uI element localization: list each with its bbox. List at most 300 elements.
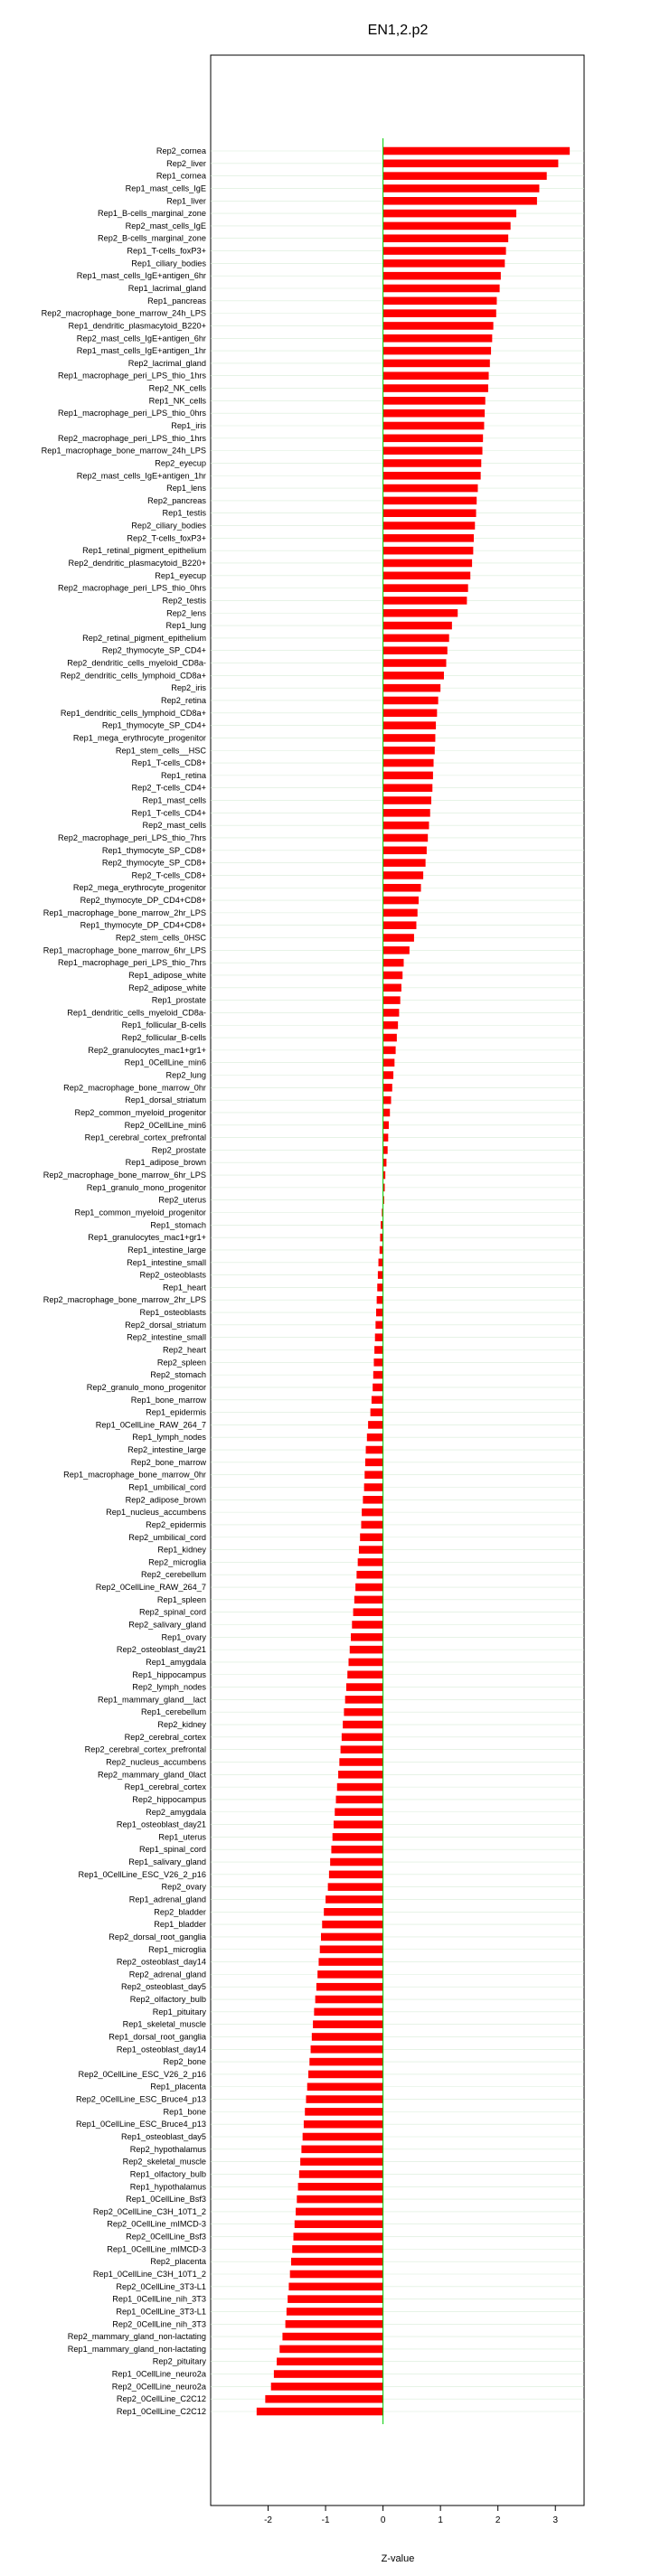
category-label: Rep2_osteoblast_day21 [116,1645,206,1655]
bar [308,2071,383,2079]
bar [383,222,511,230]
bar [383,334,493,343]
category-label: Rep1_dorsal_root_ganglia [108,2032,206,2042]
bar [279,2346,382,2354]
category-label: Rep2_stem_cells_0HSC [115,933,206,943]
bar [383,1034,397,1042]
category-label: Rep1_macrophage_bone_marrow_6hr_LPS [42,945,206,955]
category-label: Rep2_macrophage_bone_marrow_6hr_LPS [42,1170,206,1180]
category-label: Rep1_bladder [154,1920,206,1930]
bar [383,659,447,667]
bar [347,1670,382,1678]
category-label: Rep1_common_myeloid_progenitor [74,1208,206,1217]
bar [377,1296,383,1304]
bar [342,1734,383,1742]
bar [292,2245,382,2253]
bar [366,1446,383,1454]
category-label: Rep2_bone_marrow [130,1457,206,1467]
category-label: Rep2_mega_erythrocyte_progenitor [72,883,206,893]
category-label: Rep1_0CellLine_Bsf3 [126,2195,206,2205]
category-label: Rep2_spleen [156,1358,206,1368]
bar [383,447,483,455]
category-label: Rep2_0CellLine_3T3-L1 [116,2281,206,2291]
bar [383,796,431,804]
category-label: Rep1_macrophage_bone_marrow_24h_LPS [41,446,206,456]
bar [383,934,414,942]
category-label: Rep2_bone [163,2057,206,2067]
category-label: Rep2_pituitary [152,2356,206,2366]
category-label: Rep1_dendritic_cells_lymphoid_CD8a+ [60,708,206,718]
category-label: Rep2_salivary_gland [128,1620,206,1630]
bar [329,1871,383,1879]
bar [338,1771,383,1779]
category-label: Rep1_nucleus_accumbens [106,1508,206,1518]
category-label: Rep1_thymocyte_SP_CD8+ [101,845,206,855]
bar [383,347,491,355]
bar [383,909,418,917]
category-label: Rep2_mammary_gland_0lact [97,1770,206,1780]
category-label: Rep2_mammary_gland_non-lactating [67,2332,206,2342]
bar [314,2008,382,2017]
category-label: Rep2_cerebral_cortex_prefrontal [84,1744,206,1754]
category-label: Rep2_ovary [161,1882,206,1892]
category-label: Rep1_intestine_small [127,1257,206,1267]
bar [277,2357,383,2365]
bar [364,1471,382,1479]
category-label: Rep1_adrenal_gland [128,1894,206,1904]
bar [383,172,547,180]
x-tick-label: 3 [552,2515,559,2525]
category-label: Rep2_stomach [150,1370,206,1380]
category-label: Rep2_dendritic_cells_myeloid_CD8a- [67,658,206,668]
bar [383,435,484,443]
bar [371,1408,383,1416]
category-label: Rep1_0CellLine_ESC_Bruce4_p13 [75,2120,206,2129]
category-label: Rep1_stem_cells__HSC [115,746,206,756]
category-label: Rep1_adipose_white [128,970,206,980]
category-label: Rep1_cerebellum [140,1707,206,1717]
category-label: Rep1_0CellLine_mIMCD-3 [107,2244,206,2254]
category-label: Rep2_osteoblast_day5 [121,1982,206,1992]
x-axis [264,2505,558,2525]
category-label: Rep1_dendritic_cells_myeloid_CD8a- [67,1008,206,1018]
bar [265,2395,382,2403]
category-label: Rep2_granulocytes_mac1+gr1+ [88,1045,206,1055]
category-label: Rep2_dorsal_root_ganglia [108,1932,206,1941]
bar [383,272,501,280]
bar [368,1421,383,1429]
bar [383,984,401,992]
category-label: Rep1_B-cells_marginal_zone [97,209,206,219]
category-label: Rep2_follicular_B-cells [121,1033,206,1043]
category-label: Rep1_macrophage_bone_marrow_2hr_LPS [42,907,206,917]
bar [383,1071,393,1079]
bar [383,184,540,193]
category-label: Rep2_thymocyte_SP_CD8+ [101,858,206,868]
x-tick-label: 1 [438,2515,443,2525]
category-label: Rep2_hypothalamus [129,2144,206,2154]
bar [383,160,559,168]
category-label: Rep2_skeletal_muscle [122,2157,206,2167]
bar [383,759,434,767]
bar [383,1133,389,1142]
bar [337,1783,383,1791]
category-label: Rep1_ovary [161,1632,206,1642]
category-label: Rep2_0CellLine_C2C12 [116,2394,206,2404]
bar [383,859,426,867]
category-label: Rep2_adipose_brown [125,1495,206,1505]
bar [383,635,449,643]
bar [383,371,489,380]
bar [383,360,490,368]
x-tick-label: -2 [264,2515,272,2525]
category-label: Rep2_0CellLine_Bsf3 [126,2232,206,2242]
category-label: Rep2_macrophage_bone_marrow_2hr_LPS [42,1295,206,1305]
category-label: Rep1_granulocytes_mac1+gr1+ [88,1233,206,1243]
bar [383,847,427,855]
category-label: Rep1_lung [165,621,206,631]
bar [383,871,423,879]
bar [274,2370,383,2378]
category-label: Rep1_intestine_large [127,1245,206,1255]
category-label: Rep1_osteoblast_day14 [116,2045,206,2054]
bar [287,2308,383,2316]
bar [360,1533,382,1541]
category-label: Rep1_spinal_cord [138,1845,206,1855]
category-label: Rep1_thymocyte_SP_CD4+ [101,720,206,730]
bar [364,1483,383,1491]
bar [383,459,482,467]
category-label: Rep2_lens [166,608,206,618]
category-label: Rep2_hippocampus [132,1794,206,1804]
category-label: Rep1_eyecup [155,570,206,580]
bar [326,1895,383,1904]
bar [383,497,477,505]
category-label: Rep1_0CellLine_neuro2a [111,2369,206,2379]
bar [376,1309,383,1317]
category-label: Rep2_cerebral_cortex [124,1732,206,1742]
bar [271,2383,383,2391]
bar [375,1321,382,1330]
x-tick-label: 0 [380,2515,386,2525]
bar [383,309,496,317]
category-label: Rep1_thymocyte_DP_CD4+CD8+ [80,920,206,930]
bar [383,1122,389,1130]
category-label: Rep2_dorsal_striatum [125,1320,206,1330]
bar [312,2033,383,2041]
category-label: Rep2_lacrimal_gland [127,358,206,368]
category-label: Rep1_heart [162,1283,206,1293]
bar [383,1047,396,1055]
category-label: Rep1_T-cells_CD4+ [131,808,206,818]
category-label: Rep2_macrophage_bone_marrow_24h_LPS [41,308,206,318]
bar [380,1246,383,1255]
bar [383,809,430,817]
category-label: Rep2_adipose_white [128,982,206,992]
bar [383,684,441,692]
category-label: Rep1_mast_cells_IgE+antigen_6hr [76,271,206,281]
category-label: Rep2_nucleus_accumbens [106,1757,206,1767]
bar [343,1721,382,1729]
category-label: Rep2_0CellLine_RAW_264_7 [95,1583,206,1593]
bar [383,697,439,705]
bar [383,484,478,493]
category-label: Rep2_spinal_cord [138,1607,206,1617]
bar [383,672,444,680]
category-label: Rep2_osteoblasts [139,1270,206,1280]
bar [317,1970,382,1979]
bar [324,1908,382,1916]
category-label: Rep2_uterus [158,1195,206,1205]
category-label: Rep1_macrophage_peri_LPS_thio_7hrs [58,958,206,968]
bar [318,1958,382,1966]
category-label: Rep2_epidermis [146,1519,206,1529]
category-label: Rep2_intestine_large [127,1445,206,1455]
bar [383,884,421,892]
category-label: Rep1_spleen [156,1594,206,1604]
bar [303,2133,383,2141]
category-label: Rep2_macrophage_peri_LPS_thio_0hrs [58,583,206,593]
category-label: Rep1_follicular_B-cells [121,1020,206,1030]
category-label: Rep1_retinal_pigment_epithelium [82,546,206,556]
bar [383,147,571,155]
bar [383,921,417,929]
bar [354,1608,383,1616]
category-label: Rep2_NK_cells [148,383,206,393]
bar [383,721,436,729]
bar [345,1696,383,1704]
bar [354,1596,383,1604]
bar [294,2233,383,2241]
category-label: Rep2_lymph_nodes [132,1682,206,1692]
bar [358,1558,383,1566]
bar [383,234,509,242]
category-label: Rep1_pancreas [147,296,206,306]
category-label: Rep1_mast_cells_IgE [125,183,206,193]
category-label: Rep2_mast_cells_IgE+antigen_1hr [76,471,206,481]
category-label: Rep1_mega_erythrocyte_progenitor [72,733,206,743]
bar [339,1758,382,1766]
category-label: Rep1_lymph_nodes [132,1433,206,1443]
bar [383,197,537,205]
bar [356,1571,382,1579]
bar [363,1496,382,1504]
bar [383,259,505,268]
category-label: Rep2_cornea [156,146,206,155]
bar [379,1258,383,1266]
chart-title: EN1,2.p2 [367,23,429,38]
category-label: Rep1_umbilical_cord [128,1482,206,1492]
category-label: Rep2_liver [166,158,206,168]
category-label: Rep2_macrophage_peri_LPS_thio_7hrs [58,832,206,842]
category-label: Rep2_retinal_pigment_epithelium [82,633,206,643]
bar [355,1584,383,1592]
category-label: Rep2_intestine_small [127,1332,206,1342]
category-label: Rep1_osteoblast_day5 [121,2132,206,2142]
bar [383,1159,387,1167]
bar [383,834,429,842]
bar [383,747,435,755]
bar [348,1659,382,1667]
category-label: Rep1_0CellLine_nih_3T3 [112,2294,206,2304]
bar [383,959,404,967]
category-label: Rep2_T-cells_foxP3+ [127,533,206,543]
bar [328,1883,383,1891]
bar [383,1096,392,1105]
category-label: Rep1_bone_marrow [130,1395,206,1405]
category-label: Rep2_0CellLine_neuro2a [111,2382,206,2392]
category-label: Rep1_hypothalamus [129,2182,206,2192]
bar [346,1683,383,1691]
category-label: Rep2_microglia [148,1557,206,1567]
category-label: Rep2_granulo_mono_progenitor [86,1382,206,1392]
bar [383,472,481,480]
category-label: Rep2_pancreas [147,495,206,505]
bar [307,2082,383,2091]
x-tick-label: -1 [321,2515,330,2525]
category-label: Rep2_amygdala [146,1807,206,1817]
bar [378,1271,383,1279]
category-label: Rep2_T-cells_CD8+ [131,870,206,880]
bar [341,1745,383,1753]
bar [290,2270,383,2279]
bar [336,1796,383,1804]
bar [298,2183,383,2191]
bar [367,1434,383,1442]
category-label: Rep1_mast_cells [142,795,206,805]
category-label: Rep1_olfactory_bulb [129,2169,206,2179]
category-label: Rep1_macrophage_bone_marrow_0hr [63,1470,206,1480]
bar [333,1833,383,1841]
category-label: Rep2_0CellLine_min6 [124,1120,206,1130]
category-label: Rep1_0CellLine_C3H_10T1_2 [92,2270,206,2280]
bar [351,1633,383,1641]
category-label: Rep1_mammary_gland_non-lactating [67,2344,206,2354]
category-label: Rep1_0CellLine_min6 [124,1058,206,1067]
category-label: Rep1_cerebral_cortex_prefrontal [84,1133,206,1142]
bar [297,2195,382,2204]
category-label: Rep1_skeletal_muscle [122,2019,206,2029]
category-label: Rep2_olfactory_bulb [129,1995,206,2005]
category-label: Rep2_macrophage_peri_LPS_thio_1hrs [58,433,206,443]
x-axis-title: Z-value [381,2553,415,2564]
bar [359,1546,383,1554]
bar [300,2158,383,2166]
category-label: Rep2_0CellLine_ESC_Bruce4_p13 [75,2094,206,2104]
bar [383,522,476,530]
bar [320,1945,383,1953]
category-label: Rep2_common_myeloid_progenitor [74,1107,206,1117]
category-label: Rep1_placenta [150,2082,206,2092]
bar [301,2146,382,2154]
bar [322,1921,382,1929]
category-label: Rep2_0CellLine_mIMCD-3 [107,2219,206,2229]
bar [257,2408,383,2416]
bar [377,1283,382,1292]
category-label: Rep1_retina [160,770,206,780]
bar [383,897,419,905]
category-label: Rep1_lacrimal_gland [127,283,206,293]
bar [383,534,474,542]
category-label: Rep1_dorsal_striatum [125,1095,206,1105]
bar [383,1009,400,1017]
category-label: Rep2_mast_cells_IgE+antigen_6hr [76,334,206,343]
category-label: Rep2_dendritic_plasmacytoid_B220+ [68,558,206,568]
bar [383,772,433,780]
bar [383,1084,392,1092]
category-label: Rep2_prostate [151,1145,206,1155]
category-label: Rep1_bone [163,2107,206,2117]
bar [375,1333,383,1341]
bar [335,1808,382,1816]
bar [383,509,476,517]
bar [288,2295,382,2303]
bar [309,2058,382,2066]
bar [295,2220,383,2228]
bar [383,1058,395,1067]
category-label: Rep1_cornea [156,171,206,181]
bar [311,2045,383,2054]
category-label: Rep1_salivary_gland [128,1857,206,1867]
bar [383,996,401,1004]
bar [352,1621,382,1629]
bar [321,1933,383,1941]
bar [305,2108,382,2116]
bar [383,972,403,980]
bar [296,2208,383,2216]
category-label: Rep1_stomach [150,1220,206,1230]
bar [299,2170,383,2178]
bar [350,1646,383,1654]
bar [330,1858,382,1866]
bar [383,609,458,617]
bar [383,285,500,293]
bar [383,210,516,218]
category-label: Rep2_lung [165,1070,206,1080]
bar [373,1384,382,1392]
category-label: Rep1_amygdala [146,1657,206,1667]
category-label: Rep2_osteoblast_day14 [116,1957,206,1967]
bar [383,397,486,405]
category-label: Rep2_cerebellum [140,1570,206,1580]
bar [383,822,429,830]
bar [362,1509,383,1517]
bar [383,710,438,718]
bar [383,247,506,255]
category-label: Rep2_heart [162,1345,206,1355]
bar [383,559,472,568]
bar [372,1396,383,1404]
category-label: Rep2_testis [162,596,206,606]
category-label: Rep2_B-cells_marginal_zone [97,233,206,243]
category-label: Rep1_epidermis [146,1407,206,1417]
category-label: Rep1_osteoblast_day21 [116,1819,206,1829]
bar [383,646,448,654]
category-label: Rep2_thymocyte_SP_CD4+ [101,645,206,655]
bar [383,946,410,954]
bar [373,1359,382,1367]
category-labels [42,146,207,2416]
bar [361,1521,382,1529]
category-label: Rep2_umbilical_cord [128,1532,206,1542]
category-label: Rep1_macrophage_peri_LPS_thio_0hrs [58,409,206,418]
category-label: Rep2_retina [160,695,206,705]
category-label: Rep1_ciliary_bodies [131,259,206,268]
category-label: Rep1_pituitary [152,2007,206,2017]
category-label: Rep2_kidney [157,1720,206,1730]
bar [383,584,468,592]
category-label: Rep2_iris [171,683,206,693]
